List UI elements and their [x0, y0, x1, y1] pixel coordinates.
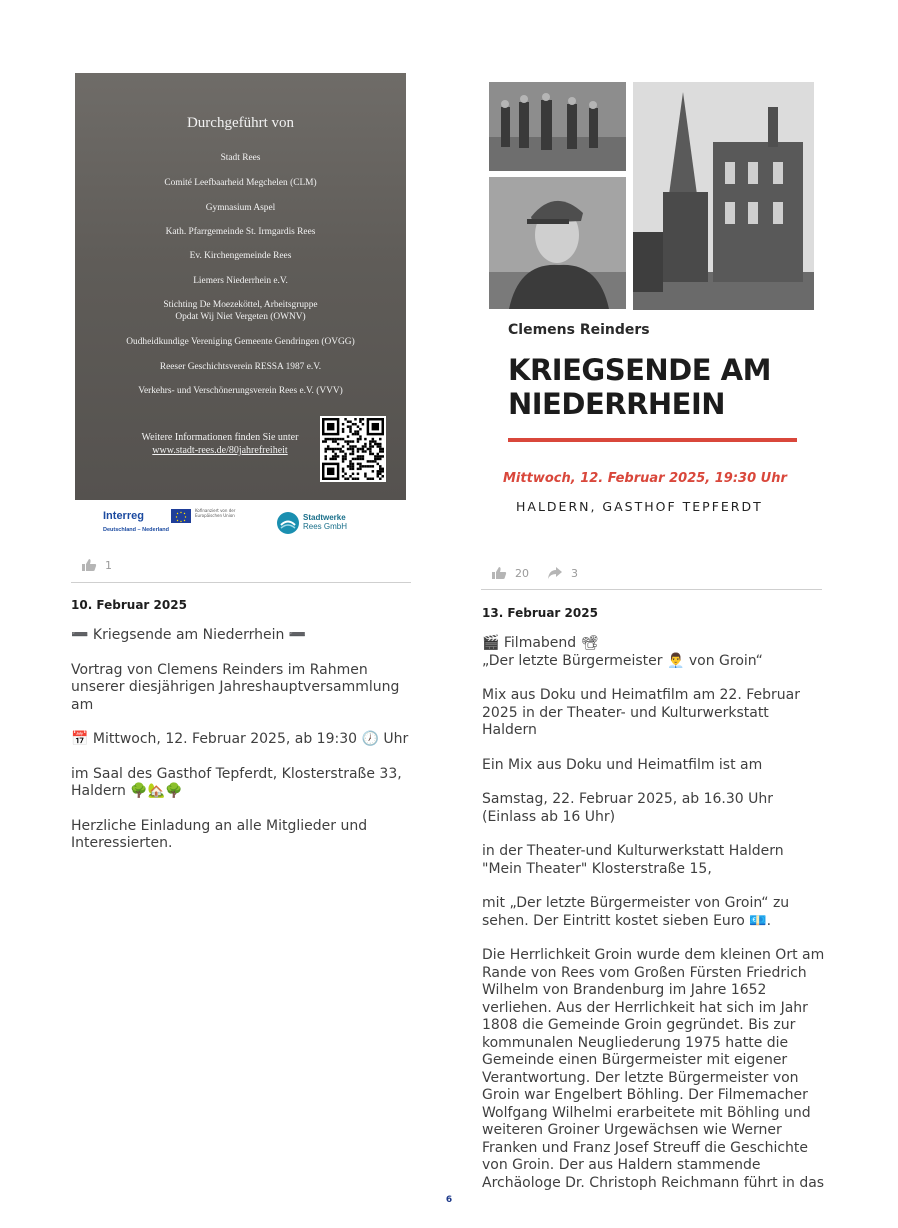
post-paragraph: Die Herrlichkeit Groin wurde dem kleinen Ort am Rande von Rees vom Großen Fürsten Friedrich Wilhelm von Brandenburg im Jahre 1652 verliehen. Aus der Herrlichkeit hat sich im Jahr 1808 die Gemeinde Groin gegründet. Bis zur kommunalen Neugliederung 1975 hatte die Gemeinde einen Bürgermeister mit eigener Verantwortung. Der letzte Bürgermeister von Groin war Engelbert Böhling. Der Filmemacher Wolfgang Wilhelmi erarbeitete mit Böhling und weiteren Groiner Urgewächsen wie Werner Franken und Franz Josef Streuff die Geschichte von Groin. Der aus Haldern stammende Archäologe Dr. Christoph Reichmann führt in das: [482, 947, 825, 1191]
organizer-item: Stadt Rees: [220, 153, 261, 163]
right-reactions: [491, 566, 578, 580]
event-author: Clemens Reinders: [508, 322, 650, 338]
post-paragraph: Mix aus Doku und Heimatfilm am 22. Februar 2025 in der Theater- und Kulturwerkstatt Haldern: [482, 687, 800, 738]
post-paragraph: Vortrag von Clemens Reinders im Rahmen unserer diesjährigen Jahreshauptversammlung am: [71, 661, 400, 713]
event-place: HALDERN, GASTHOF TEPFERDT: [516, 499, 763, 514]
post-paragraph: im Saal des Gasthof Tepferdt, Klosterstraße 33, Haldern 🌳🏡🌳: [71, 765, 402, 799]
share-count: 3: [571, 566, 578, 580]
post-date: 13. Februar 2025: [482, 606, 598, 620]
eu-flag-icon: [171, 509, 191, 523]
like-count: 1: [105, 558, 112, 572]
photo-marching-soldiers: [489, 82, 626, 171]
photo-ruined-church: [633, 82, 814, 310]
organizer-item: Oudheidkundige Vereniging Gemeente Gendringen (OVGG): [126, 337, 355, 347]
flyer-info: [115, 431, 325, 457]
post-paragraph: Herzliche Einladung an alle Mitglieder und Interessierten.: [71, 817, 368, 851]
flyer-info-text: Weitere Informationen finden Sie unter: [141, 432, 299, 443]
organizer-item: Opdat Wij Niet Vergeten (OWNV): [175, 312, 306, 322]
event-title: KRIEGSENDE AM NIEDERRHEIN: [508, 353, 771, 421]
photo-young-soldier: [489, 177, 626, 309]
interreg-logo: Interreg Deutschland – Nederland: [103, 510, 170, 533]
share-icon[interactable]: [547, 566, 563, 580]
post-paragraph: mit „Der letzte Bürgermeister von Groin“ zu sehen. Der Eintritt kostet sieben Euro 💶.: [482, 895, 790, 929]
flyer-info-link[interactable]: www.stadt-rees.de/80jahrefreiheit: [152, 445, 288, 456]
flyer-title: Durchgeführt von: [186, 115, 295, 131]
divider: [71, 582, 411, 583]
thumbs-up-icon[interactable]: [81, 558, 97, 572]
organizer-item: Kath. Pfarrgemeinde St. Irmgardis Rees: [165, 227, 316, 237]
page-number: 6: [445, 1195, 453, 1205]
left-reactions: [81, 558, 112, 572]
organizers-flyer: [75, 73, 406, 500]
organizer-item: Reeser Geschichtsverein RESSA 1987 e.V.: [159, 362, 322, 372]
organizer-item: Verkehrs- und Verschönerungsverein Rees e.V. (VVV): [138, 386, 343, 396]
organizer-item: Liemers Niederrhein e.V.: [193, 276, 288, 286]
qr-code-icon[interactable]: [320, 416, 386, 482]
sponsor-logos: [75, 502, 406, 542]
post-paragraph: Ein Mix aus Doku und Heimatfilm ist am: [482, 756, 763, 773]
post-headline: ➖ Kriegsende am Niederrhein ➖: [71, 627, 307, 643]
event-date: Mittwoch, 12. Februar 2025, 19:30 Uhr: [503, 471, 787, 486]
thumbs-up-icon[interactable]: [491, 566, 507, 580]
title-underline-bar: [508, 438, 797, 442]
organizer-item: Gymnasium Aspel: [205, 203, 276, 213]
organizer-item: Ev. Kirchengemeinde Rees: [189, 251, 292, 261]
post-paragraph: in der Theater-und Kulturwerkstatt Haldern "Mein Theater" Klosterstraße 15,: [482, 843, 784, 877]
organizer-item: Stichting De Moezeköttel, Arbeitsgruppe: [163, 300, 318, 310]
organizer-item: Comité Leefbaarheid Megchelen (CLM): [164, 178, 317, 188]
post-date: 10. Februar 2025: [71, 598, 187, 612]
right-post-body: [482, 635, 827, 1209]
post-paragraph: 📅 Mittwoch, 12. Februar 2025, ab 19:30 🕖 Uhr: [71, 731, 409, 747]
divider: [481, 589, 822, 590]
eu-cofunded-text: Kofinanziert von der Europäischen Union: [195, 508, 236, 518]
like-count: 20: [515, 566, 529, 580]
stadtwerke-logo-icon: [277, 512, 299, 534]
stadtwerke-logo-text: Stadtwerke Rees GmbH: [303, 513, 348, 531]
left-post-body: [71, 627, 416, 870]
post-paragraph: Samstag, 22. Februar 2025, ab 16.30 Uhr (Einlass ab 16 Uhr): [482, 791, 774, 825]
post-headline: 🎬 Filmabend 📽 „Der letzte Bürgermeister 👨‍💼 von Groin“: [482, 635, 763, 669]
